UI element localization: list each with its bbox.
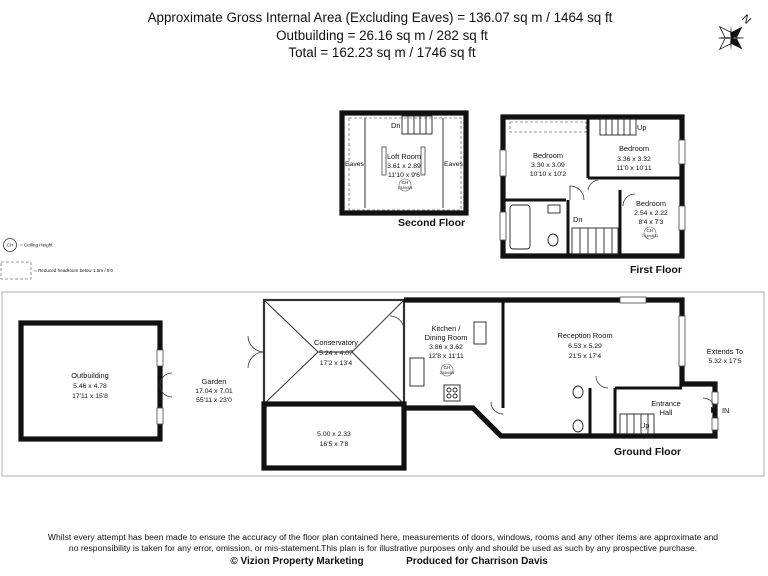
eaves-left-label: Eaves [345,161,364,168]
outbuilding-imperial: 17'11 x 15'8 [72,393,108,400]
reception-room-metric: 6.53 x 5.29 [568,343,602,350]
header-area-line: Approximate Gross Internal Area (Excluding Eaves) = 136.07 sq m / 1464 sq ft [147,10,613,25]
legend-reduced-label: = Reduced headroom below 1.5m / 5'0 [34,268,113,273]
legend-ceiling-label: = Ceiling Height [20,242,53,248]
bedroom-2-name: Bedroom [619,144,649,153]
ground-floor-plan [248,297,729,468]
reception-room-imperial: 21'5 x 17'4 [568,353,602,360]
ground-floor-label: Ground Floor [614,446,682,458]
kitchen-name-line2: Dining Room [424,333,468,342]
reception-room-name: Reception Room [557,331,613,340]
garden-name: Garden [201,377,227,386]
entrance-hall-name-line2: Hall [659,408,673,417]
legend-ceiling-symbol: CH [6,242,14,248]
bedroom-1-metric: 3.30 x 3.09 [531,162,565,169]
stairs-first-up [600,119,636,135]
stairs-first-down [572,228,618,254]
store-metric: 5.00 x 2.33 [317,431,351,438]
legend [1,239,113,280]
bedroom-3-ch-value: 2.11m/6'11 [641,234,659,238]
reduced-headroom-swatch [1,262,31,279]
store-imperial: 16'5 x 7'8 [319,441,349,448]
footer-copyright: © Vizion Property Marketing [230,556,364,567]
extends-to-dims: 5.32 x 17'5 [708,358,742,365]
conservatory-metric: 5.24 x 4.07 [319,350,353,357]
ground-floor-up-label: Up [640,421,650,430]
bedroom-3-imperial: 8'4 x 7'3 [638,219,664,226]
footer-disclaimer-line2: no responsibility is taken for any error, omission, or mis-statement.This plan is for illustrative purposes only and should be used as such by any prospective purchase. [68,543,698,553]
garden-imperial: 55'11 x 23'0 [196,397,232,404]
entrance-arrow-icon: ▶ [711,405,718,414]
second-floor-label: Second Floor [398,217,466,229]
outbuilding-metric: 5.46 x 4.78 [73,383,107,390]
loft-room-metric: 3.61 x 2.89 [387,163,421,170]
second-floor-plan [342,113,466,229]
loft-ch-symbol: CH [401,180,409,185]
kitchen-imperial: 12'8 x 11'11 [428,353,464,360]
header-outbuilding-line: Outbuilding = 26.16 sq m / 282 sq ft [276,28,488,43]
entrance-in-label: IN [722,406,730,415]
footer-produced-for: Produced for Charrison Davis [406,556,548,567]
kitchen-ch-symbol: CH [443,365,451,370]
bedroom-3-name: Bedroom [636,199,666,208]
entrance-hall-name-line1: Entrance [651,399,681,408]
loft-room-imperial: 11'10 x 9'6 [388,172,420,179]
bedroom-3-ch-symbol: CH [646,228,654,233]
loft-room-name: Loft Room [386,152,422,161]
first-floor-dn-label: Dn [573,215,583,224]
conservatory-imperial: 17'2 x 13'4 [319,360,353,367]
second-floor-dn-label: Dn [391,121,401,130]
kitchen-metric: 3.86 x 3.62 [429,344,463,351]
bedroom-1-name: Bedroom [533,151,563,160]
eaves-right-label: Eaves [444,161,463,168]
bedroom-2-imperial: 11'0 x 10'11 [616,165,652,172]
first-floor-label: First Floor [630,264,682,276]
first-floor-up-label: Up [637,123,647,132]
outbuilding-plan [21,323,172,439]
header-total-line: Total = 162.23 sq m / 1746 sq ft [288,45,476,60]
bedroom-2-metric: 3.36 x 3.32 [617,156,651,163]
loft-ch-value: 1.92m/6'4 [397,186,413,190]
outbuilding-name: Outbuilding [71,371,109,380]
first-floor-plan [500,117,685,276]
conservatory-name: Conservatory [314,338,358,347]
extends-to-label: Extends To [706,347,744,356]
stairs-second [402,116,432,134]
garden-metric: 17.04 x 7.01 [195,388,233,395]
kitchen-ch-value: 2.53m/8'4 [439,371,455,375]
compass-north-label: N [739,12,754,27]
kitchen-name-line1: Kitchen / [431,324,461,333]
footer-disclaimer-line1: Whilst every attempt has been made to ensure the accuracy of the floor plan contained here, measurements of doors, windows, rooms and any other items are approximate and [47,532,719,542]
bedroom-3-metric: 2.54 x 2.22 [634,210,668,217]
bedroom-1-imperial: 10'10 x 10'2 [529,171,567,178]
